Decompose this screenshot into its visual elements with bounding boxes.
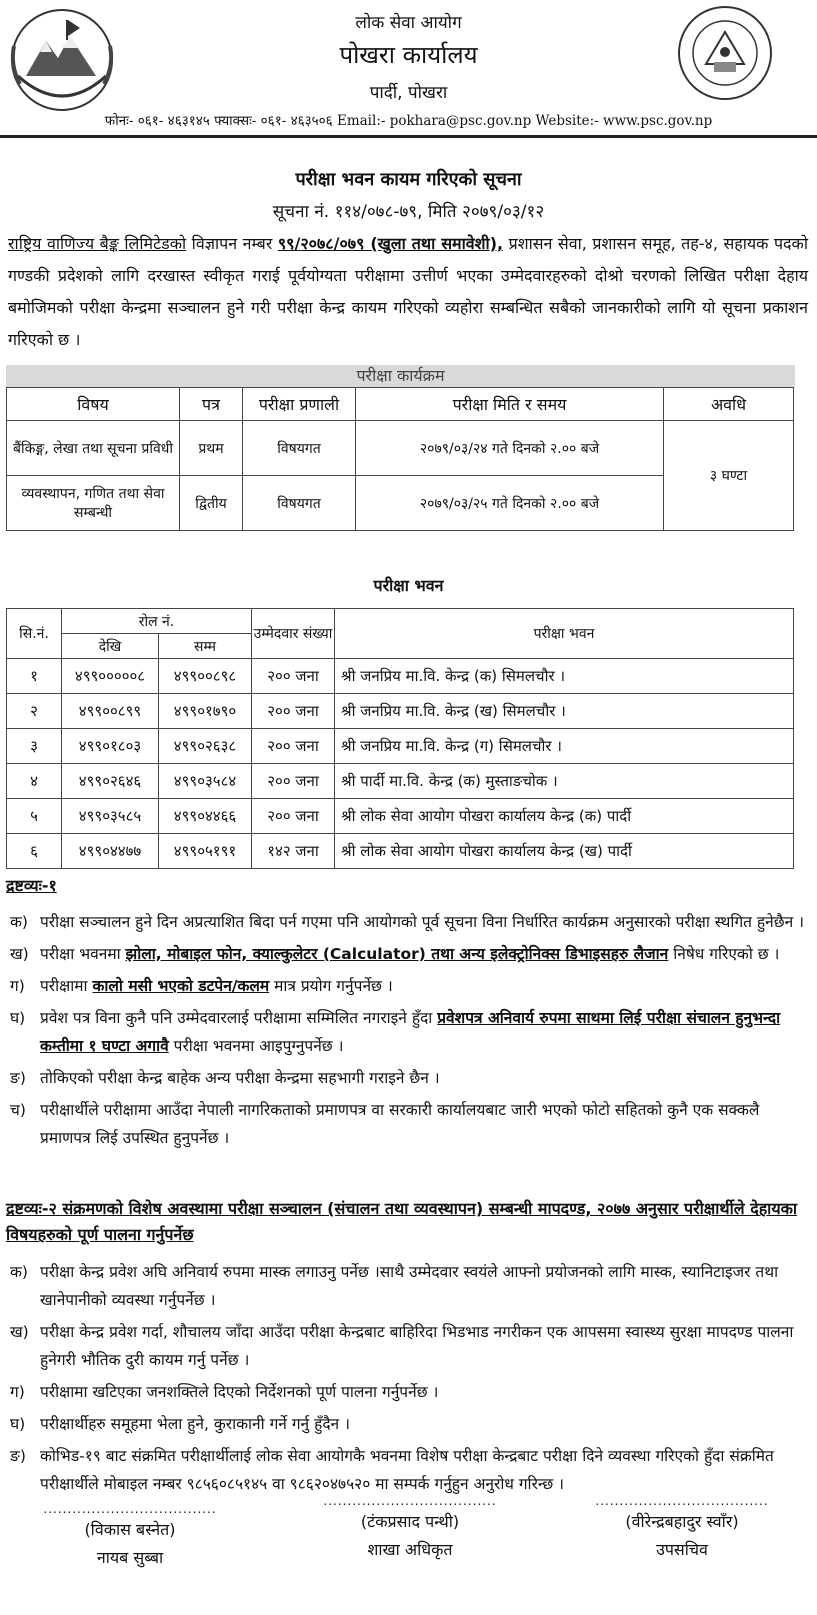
table-header-row xyxy=(7,388,794,421)
cell-duration: ३ घण्टा xyxy=(664,421,794,531)
header-commission-name: लोक सेवा आयोग xyxy=(355,13,462,33)
cell-count: २०० जना xyxy=(252,729,335,764)
signature-line: .................................... xyxy=(595,1494,769,1508)
column-header: विषय xyxy=(7,388,180,421)
list-item xyxy=(10,1064,810,1092)
item-text: परीक्षार्थीले परीक्षामा आउँदा नेपाली नागरिकताको प्रमाणपत्र वा सरकारी कार्यालयबाट जारी भएको फोटो सहितको कुनै एक सक्कलै प्रमाणपत्र लिई उपस्थित हुनुपर्नेछ । xyxy=(40,1101,760,1147)
header-divider xyxy=(0,135,817,138)
signatory-title: शाखा अधिकृत xyxy=(367,1540,453,1559)
column-header-sn: सि.नं. xyxy=(7,609,62,659)
cell-roll-from: ४९९०२६४६ xyxy=(62,764,159,799)
notes2-list xyxy=(10,1258,810,1502)
header-address: पार्दी, पोखरा xyxy=(369,83,448,103)
cell-hall: श्री पार्दी मा.वि. केन्द्र (क) मुस्ताङचोक । xyxy=(335,764,794,799)
notes1-heading: द्रष्टव्यः-१ xyxy=(6,876,57,895)
list-item xyxy=(10,1258,810,1314)
item-label: क) xyxy=(10,913,28,931)
item-text xyxy=(40,940,810,968)
cell-sn: २ xyxy=(7,694,62,729)
cell-hall: श्री लोक सेवा आयोग पोखरा कार्यालय केन्द्र (ख) पार्दी xyxy=(335,834,794,869)
signatory-name: (विकास बस्नेत) xyxy=(84,1520,176,1539)
cell-datetime: २०७९/०३/२४ गते दिनको २.०० बजे xyxy=(356,421,664,476)
signatory xyxy=(572,1494,792,1564)
signatory-title: नायब सुब्बा xyxy=(96,1548,164,1567)
column-header: पत्र xyxy=(180,388,243,421)
table-row xyxy=(7,421,794,476)
list-item xyxy=(10,1096,810,1152)
cell-subject: बैंकिङ्ग, लेखा तथा सूचना प्रविधी xyxy=(7,421,180,476)
exam-program-table xyxy=(6,387,794,531)
item-text-post: परीक्षा भवनमा आइपुग्नुपर्नेछ । xyxy=(168,1037,344,1055)
cell-roll-from: ४९९०३५८५ xyxy=(62,799,159,834)
item-label: ख) xyxy=(10,1323,29,1341)
notice-intro xyxy=(8,228,808,356)
table-row xyxy=(7,764,794,799)
table-row xyxy=(7,659,794,694)
cell-roll-to: ४९९०२६३८ xyxy=(159,729,252,764)
table-row xyxy=(7,694,794,729)
item-text-emphasis: प्रवेशपत्र अनिवार्य रुपमा साथमा लिई परीक्षा संचालन हुनुभन्दा कम्तीमा १ घण्टा अगावै xyxy=(40,1009,781,1055)
item-label: घ) xyxy=(10,1009,26,1027)
exam-hall-title: परीक्षा भवन xyxy=(373,576,444,595)
cell-system: विषयगत xyxy=(243,476,356,531)
item-text xyxy=(40,972,810,1000)
item-label: ङ) xyxy=(10,1447,26,1465)
item-label: क) xyxy=(10,1263,28,1281)
header-contact: फोनः- ०६१- ४६३१४५ फ्याक्सः- ०६१- ४६३५०६ Email:- pokhara@psc.gov.np Website:- www.psc.gov.np xyxy=(104,113,713,129)
cell-sn: ६ xyxy=(7,834,62,869)
signatory-name: (टंकप्रसाद पन्थी) xyxy=(360,1512,460,1531)
intro-organization: राष्ट्रिय वाणिज्य बैङ्क लिमिटेडको xyxy=(8,234,187,253)
cell-sn: ३ xyxy=(7,729,62,764)
list-item xyxy=(10,1004,810,1060)
column-header: परीक्षा प्रणाली xyxy=(243,388,356,421)
column-header: अवधि xyxy=(664,388,794,421)
item-text xyxy=(40,1004,810,1060)
item-text: परीक्षा केन्द्र प्रवेश अघि अनिवार्य रुपमा मास्क लगाउनु पर्नेछ ।साथै उम्मेदवार स्वयंले आफ्नो प्रयोजनको लागि मास्क, स्यानिटाइजर तथा खानेपानीको व्यवस्था गर्नुपर्नेछ । xyxy=(40,1263,779,1309)
cell-hall: श्री जनप्रिय मा.वि. केन्द्र (ग) सिमलचौर । xyxy=(335,729,794,764)
item-text-pre: परीक्षा भवनमा xyxy=(40,945,126,963)
column-header-hall: परीक्षा भवन xyxy=(335,609,794,659)
intro-advertisement-number: ९९/२०७८/०७९ (खुला तथा समावेशी), xyxy=(277,234,504,253)
item-label: ग) xyxy=(10,977,25,995)
signatory xyxy=(20,1502,240,1572)
item-label: ख) xyxy=(10,945,29,963)
column-header-roll: रोल नं. xyxy=(62,609,252,634)
list-item xyxy=(10,972,810,1000)
cell-count: २०० जना xyxy=(252,694,335,729)
cell-paper: प्रथम xyxy=(180,421,243,476)
notice-number: सूचना नं. ११४/०७८-७९, मिति २०७९/०३/१२ xyxy=(272,202,545,222)
column-header-from: देखि xyxy=(62,634,159,659)
cell-roll-to: ४९९००८९८ xyxy=(159,659,252,694)
item-text: परीक्षा केन्द्र प्रवेश गर्दा, शौचालय जाँदा आउँदा परीक्षा केन्द्रबाट बाहिरिदा भिडभाड नगरीकन एक आपसमा स्वास्थ्य सुरक्षा मापदण्ड पालना हुनेगरी भौतिक दुरी कायम गर्नु पर्नेछ । xyxy=(40,1323,794,1369)
notice-title: परीक्षा भवन कायम गरिएको सूचना xyxy=(295,169,522,190)
header-office-name: पोखरा कार्यालय xyxy=(339,41,478,69)
table-row xyxy=(7,834,794,869)
table-row xyxy=(7,729,794,764)
cell-sn: ५ xyxy=(7,799,62,834)
item-label: च) xyxy=(10,1101,26,1119)
cell-count: १४२ जना xyxy=(252,834,335,869)
item-text: तोकिएको परीक्षा केन्द्र बाहेक अन्य परीक्षा केन्द्रमा सहभागी गराइने छैन । xyxy=(40,1069,440,1087)
list-item xyxy=(10,940,810,968)
list-item xyxy=(10,908,810,936)
cell-sn: ४ xyxy=(7,764,62,799)
item-label: ङ) xyxy=(10,1069,26,1087)
cell-roll-to: ४९९०५१९१ xyxy=(159,834,252,869)
intro-rest: प्रशासन सेवा, प्रशासन समूह, तह-४, सहायक पदको गण्डकी प्रदेशको लागि दरखास्त स्वीकृत गराई पूर्वयोग्यता परीक्षामा उत्तीर्ण भएका उम्मेदवारहरुको दोश्रो चरणको लिखित परीक्षा देहाय बमोजिमको परीक्षा केन्द्रमा सञ्चालन हुने गरी परीक्षा केन्द्र कायम गरिएको व्यहोरा सम्बन्धित सबैको जानकारीको लागि यो सूचना प्रकाशन गरिएको छ । xyxy=(8,234,808,349)
cell-hall: श्री लोक सेवा आयोग पोखरा कार्यालय केन्द्र (क) पार्दी xyxy=(335,799,794,834)
cell-sn: १ xyxy=(7,659,62,694)
cell-count: २०० जना xyxy=(252,764,335,799)
cell-roll-from: ४९९०१८०३ xyxy=(62,729,159,764)
cell-roll-to: ४९९०१७९० xyxy=(159,694,252,729)
table-row xyxy=(7,799,794,834)
cell-paper: द्वितीय xyxy=(180,476,243,531)
column-header: परीक्षा मिति र समय xyxy=(356,388,664,421)
cell-roll-from: ४९९०४४७७ xyxy=(62,834,159,869)
cell-hall: श्री जनप्रिय मा.वि. केन्द्र (ख) सिमलचौर । xyxy=(335,694,794,729)
cell-hall: श्री जनप्रिय मा.वि. केन्द्र (क) सिमलचौर । xyxy=(335,659,794,694)
column-header-to: सम्म xyxy=(159,634,252,659)
cell-roll-to: ४९९०३५८४ xyxy=(159,764,252,799)
cell-count: २०० जना xyxy=(252,799,335,834)
item-label: ग) xyxy=(10,1383,25,1401)
notes2-heading: द्रष्टव्यः-२ संक्रमणको विशेष अवस्थामा परीक्षा सञ्चालन (संचालन तथा व्यवस्थापन) सम्बन्धी मापदण्ड, २०७७ अनुसार परीक्षार्थीले देहायका विषयहरुको पूर्ण पालना गर्नुपर्नेछ xyxy=(6,1199,798,1244)
item-text-pre: प्रवेश पत्र विना कुनै पनि उम्मेदवारलाई परीक्षामा सम्मिलित नगराइने हुँदा xyxy=(40,1009,438,1027)
intro-mid: विज्ञापन नम्बर xyxy=(186,234,278,253)
table-header-row xyxy=(7,609,794,634)
list-item xyxy=(10,1318,810,1374)
list-item xyxy=(10,1378,810,1406)
cell-subject: व्यवस्थापन, गणित तथा सेवा सम्बन्धी xyxy=(7,476,180,531)
cell-roll-from: ४९९००८९९ xyxy=(62,694,159,729)
cell-roll-from: ४९९०००००८ xyxy=(62,659,159,694)
item-text-post: मात्र प्रयोग गर्नुपर्नेछ । xyxy=(269,977,393,995)
notes1-list xyxy=(10,908,810,1156)
item-text: कोभिड-१९ बाट संक्रमित परीक्षार्थीलाई लोक सेवा आयोगकै भवनमा विशेष परीक्षा केन्द्रबाट परीक्षा दिने व्यवस्था गरिएको हुँदा संक्रमित परीक्षार्थीले मोबाइल नम्बर ९८५६०८५१४५ वा ९८६२०४७५२० मा सम्पर्क गर्नुहुन अनुरोध गरिन्छ । xyxy=(40,1447,774,1493)
cell-roll-to: ४९९०४४६६ xyxy=(159,799,252,834)
list-item xyxy=(10,1410,810,1438)
cell-system: विषयगत xyxy=(243,421,356,476)
item-text-emphasis: झोला, मोबाइल फोन, क्याल्कुलेटर (Calculator) तथा अन्य इलेक्ट्रोनिक्स डिभाइसहरु लैजान xyxy=(125,945,669,963)
item-text: परीक्षा सञ्चालन हुने दिन अप्रत्याशित बिदा पर्न गएमा पनि आयोगको पूर्व सूचना विना निर्धारित कार्यक्रम अनुसारको परीक्षा स्थगित हुनेछैन । xyxy=(40,913,805,931)
list-item xyxy=(10,1442,810,1498)
item-text-pre: परीक्षामा xyxy=(40,977,93,995)
item-text: परीक्षार्थीहरु समूहमा भेला हुने, कुराकानी गर्ने गर्नु हुँदैन । xyxy=(40,1415,350,1433)
signatory-name: (वीरेन्द्रबहादुर स्वाँर) xyxy=(625,1512,739,1531)
signature-line: .................................... xyxy=(323,1494,497,1508)
item-text: परीक्षामा खटिएका जनशक्तिले दिएको निर्देशनको पूर्ण पालना गर्नुपर्नेछ । xyxy=(40,1383,439,1401)
exam-program-caption: परीक्षा कार्यक्रम xyxy=(6,365,795,387)
column-header-count: उम्मेदवार संख्या xyxy=(252,609,335,659)
signature-line: .................................... xyxy=(43,1502,217,1516)
item-text-emphasis: कालो मसी भएको डटपेन/कलम xyxy=(92,977,270,995)
cell-datetime: २०७९/०३/२५ गते दिनको २.०० बजे xyxy=(356,476,664,531)
exam-hall-table xyxy=(6,608,794,869)
cell-count: २०० जना xyxy=(252,659,335,694)
item-label: घ) xyxy=(10,1415,26,1433)
signatory xyxy=(300,1494,520,1564)
item-text-post: निषेध गरिएको छ । xyxy=(668,945,780,963)
signatory-title: उपसचिव xyxy=(656,1540,708,1559)
